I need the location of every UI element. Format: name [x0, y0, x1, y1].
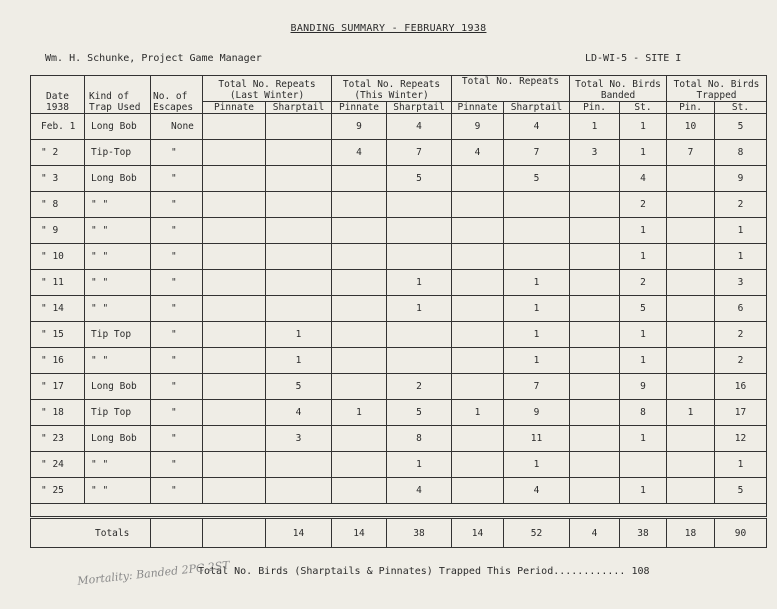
cell-date: " 10: [31, 244, 85, 270]
cell-trapped-pin: [667, 452, 715, 478]
cell-this-sharptail: 1: [387, 452, 452, 478]
cell-last-pinnate: [203, 322, 266, 348]
cell-banded-pin: [570, 270, 620, 296]
cell-escapes: None: [151, 114, 203, 140]
cell-last-pinnate: [203, 166, 266, 192]
cell-trapped-pin: [667, 348, 715, 374]
cell-banded-st: 5: [620, 296, 667, 322]
cell-last-sharptail: [266, 140, 332, 166]
cell-total-pinnate: [452, 426, 504, 452]
cell-this-sharptail: [387, 348, 452, 374]
col-header-date: Date 1938: [31, 76, 85, 114]
col-header-banded: Total No. Birds Banded: [570, 76, 667, 102]
cell-last-pinnate: [203, 140, 266, 166]
cell-last-pinnate: [203, 192, 266, 218]
cell-date: " 11: [31, 270, 85, 296]
cell-this-sharptail: 5: [387, 400, 452, 426]
cell-banded-st: 1: [620, 244, 667, 270]
total-ban-s: 38: [620, 518, 667, 548]
cell-trap: Long Bob: [85, 114, 151, 140]
cell-this-sharptail: 1: [387, 296, 452, 322]
cell-banded-pin: [570, 244, 620, 270]
cell-last-pinnate: [203, 270, 266, 296]
cell-escapes: ": [151, 218, 203, 244]
cell-last-sharptail: [266, 270, 332, 296]
cell-date: " 2: [31, 140, 85, 166]
cell-total-sharptail: 7: [504, 140, 570, 166]
cell-trapped-st: 5: [715, 114, 767, 140]
cell-banded-pin: [570, 166, 620, 192]
cell-banded-st: 1: [620, 348, 667, 374]
banding-table: [30, 75, 767, 548]
cell-total-sharptail: 7: [504, 374, 570, 400]
cell-banded-st: 1: [620, 322, 667, 348]
cell-trapped-pin: 7: [667, 140, 715, 166]
cell-escapes: ": [151, 244, 203, 270]
cell-this-sharptail: 4: [387, 478, 452, 504]
cell-last-sharptail: 5: [266, 374, 332, 400]
cell-total-sharptail: 4: [504, 114, 570, 140]
cell-last-sharptail: [266, 452, 332, 478]
subheader-sharptail: Sharptail: [266, 102, 332, 114]
cell-total-pinnate: 4: [452, 140, 504, 166]
cell-this-pinnate: [332, 426, 387, 452]
totals-label: Totals: [31, 518, 151, 548]
cell-date: " 18: [31, 400, 85, 426]
cell-total-pinnate: [452, 270, 504, 296]
cell-total-sharptail: 5: [504, 166, 570, 192]
total-this-s: 38: [387, 518, 452, 548]
col-header-repeats-last: Total No. Repeats (Last Winter): [203, 76, 332, 102]
cell-last-pinnate: [203, 400, 266, 426]
cell-this-sharptail: 5: [387, 166, 452, 192]
cell-total-sharptail: [504, 192, 570, 218]
cell-escapes: ": [151, 192, 203, 218]
document-title: BANDING SUMMARY - FEBRUARY 1938: [290, 23, 487, 34]
cell-total-sharptail: 1: [504, 452, 570, 478]
cell-escapes: ": [151, 296, 203, 322]
cell-banded-pin: [570, 322, 620, 348]
cell-last-sharptail: 1: [266, 322, 332, 348]
cell-this-sharptail: 8: [387, 426, 452, 452]
table-row: [31, 270, 767, 296]
table-row: [31, 114, 767, 140]
cell-date: " 14: [31, 296, 85, 322]
cell-last-pinnate: [203, 114, 266, 140]
cell-this-sharptail: [387, 218, 452, 244]
total-tot-p: 14: [452, 518, 504, 548]
subheader-fin: Pin.: [667, 102, 715, 114]
total-tr-p: 18: [667, 518, 715, 548]
cell-date: " 23: [31, 426, 85, 452]
cell-last-sharptail: [266, 192, 332, 218]
totals-row: [31, 518, 767, 548]
cell-total-sharptail: 9: [504, 400, 570, 426]
cell-escapes: ": [151, 478, 203, 504]
cell-date: " 15: [31, 322, 85, 348]
cell-trap: " ": [85, 348, 151, 374]
cell-last-pinnate: [203, 426, 266, 452]
cell-escapes: ": [151, 400, 203, 426]
cell-trap: Tip Top: [85, 322, 151, 348]
cell-this-pinnate: [332, 374, 387, 400]
cell-total-pinnate: [452, 166, 504, 192]
table-row: [31, 140, 767, 166]
cell-trapped-st: 16: [715, 374, 767, 400]
cell-total-pinnate: [452, 348, 504, 374]
cell-last-pinnate: [203, 348, 266, 374]
cell-trap: " ": [85, 452, 151, 478]
cell-total-pinnate: [452, 244, 504, 270]
cell-trapped-st: 2: [715, 348, 767, 374]
subheader-st: St.: [715, 102, 767, 114]
subheader-st: St.: [620, 102, 667, 114]
cell-last-sharptail: [266, 114, 332, 140]
cell-banded-st: 2: [620, 192, 667, 218]
cell-last-pinnate: [203, 244, 266, 270]
cell-escapes: ": [151, 270, 203, 296]
cell-total-pinnate: 9: [452, 114, 504, 140]
total-this-p: 14: [332, 518, 387, 548]
cell-last-sharptail: [266, 244, 332, 270]
cell-total-pinnate: [452, 478, 504, 504]
cell-banded-pin: 1: [570, 114, 620, 140]
cell-this-sharptail: [387, 192, 452, 218]
cell-banded-pin: [570, 296, 620, 322]
cell-banded-pin: [570, 426, 620, 452]
subheader-pinnate: Pinnate: [452, 102, 504, 114]
cell-trapped-pin: [667, 296, 715, 322]
cell-banded-st: 4: [620, 166, 667, 192]
cell-trapped-st: 1: [715, 218, 767, 244]
cell-last-pinnate: [203, 218, 266, 244]
cell-trapped-pin: [667, 192, 715, 218]
table-row: [31, 400, 767, 426]
col-header-escapes: No. of Escapes: [151, 76, 203, 114]
table-row: [31, 374, 767, 400]
cell-this-sharptail: 4: [387, 114, 452, 140]
cell-banded-st: 1: [620, 114, 667, 140]
cell-this-pinnate: [332, 166, 387, 192]
subheader-sharptail: Sharptail: [504, 102, 570, 114]
cell-banded-pin: [570, 374, 620, 400]
cell-date: " 9: [31, 218, 85, 244]
cell-trapped-st: 17: [715, 400, 767, 426]
cell-trapped-pin: [667, 166, 715, 192]
cell-total-sharptail: 11: [504, 426, 570, 452]
cell-escapes: ": [151, 348, 203, 374]
cell-total-sharptail: 1: [504, 296, 570, 322]
cell-this-pinnate: [332, 296, 387, 322]
cell-this-pinnate: [332, 192, 387, 218]
cell-trapped-pin: [667, 478, 715, 504]
cell-trap: Long Bob: [85, 166, 151, 192]
cell-banded-st: [620, 452, 667, 478]
table-row: [31, 452, 767, 478]
cell-this-pinnate: 1: [332, 400, 387, 426]
cell-this-pinnate: [332, 322, 387, 348]
subheader-fin: Pin.: [570, 102, 620, 114]
cell-date: " 8: [31, 192, 85, 218]
cell-date: " 25: [31, 478, 85, 504]
table-row: [31, 296, 767, 322]
cell-banded-pin: [570, 218, 620, 244]
cell-trap: Tip-Top: [85, 140, 151, 166]
total-last-s: 14: [266, 518, 332, 548]
cell-trap: " ": [85, 218, 151, 244]
cell-trapped-st: 9: [715, 166, 767, 192]
cell-escapes: ": [151, 374, 203, 400]
cell-trapped-pin: [667, 244, 715, 270]
total-tot-s: 52: [504, 518, 570, 548]
cell-trapped-pin: [667, 374, 715, 400]
cell-this-sharptail: [387, 244, 452, 270]
col-header-repeats-total: Total No. Repeats: [452, 76, 570, 102]
cell-date: " 24: [31, 452, 85, 478]
cell-this-pinnate: [332, 244, 387, 270]
cell-banded-st: 2: [620, 270, 667, 296]
manager-line: Wm. H. Schunke, Project Game Manager: [45, 53, 262, 64]
footer-total-line: Total No. Birds (Sharptails & Pinnates) Trapped This Period............ 108: [198, 566, 650, 577]
cell-banded-st: 9: [620, 374, 667, 400]
pencil-annotation: Mortality: Banded 2PC 2ST: [76, 558, 231, 588]
cell-last-sharptail: [266, 296, 332, 322]
table-body: [31, 114, 767, 504]
cell-trapped-st: 2: [715, 322, 767, 348]
cell-last-sharptail: [266, 218, 332, 244]
cell-total-pinnate: [452, 322, 504, 348]
cell-trapped-st: 3: [715, 270, 767, 296]
col-header-repeats-this: Total No. Repeats (This Winter): [332, 76, 452, 102]
cell-total-pinnate: [452, 296, 504, 322]
site-label: LD-WI-5 - SITE I: [585, 53, 682, 64]
cell-banded-pin: [570, 400, 620, 426]
cell-banded-st: 1: [620, 426, 667, 452]
cell-trapped-st: 8: [715, 140, 767, 166]
cell-trapped-pin: [667, 322, 715, 348]
cell-total-sharptail: [504, 218, 570, 244]
cell-trap: " ": [85, 296, 151, 322]
table-row: [31, 192, 767, 218]
cell-this-pinnate: 9: [332, 114, 387, 140]
cell-last-pinnate: [203, 478, 266, 504]
cell-trap: Long Bob: [85, 426, 151, 452]
cell-banded-pin: [570, 192, 620, 218]
cell-total-pinnate: [452, 218, 504, 244]
table-row: [31, 348, 767, 374]
cell-date: " 3: [31, 166, 85, 192]
cell-banded-st: 1: [620, 140, 667, 166]
cell-this-sharptail: 7: [387, 140, 452, 166]
cell-last-pinnate: [203, 296, 266, 322]
cell-date: " 16: [31, 348, 85, 374]
cell-total-sharptail: 1: [504, 270, 570, 296]
total-last-p: [203, 518, 266, 548]
cell-trapped-pin: 1: [667, 400, 715, 426]
cell-this-pinnate: [332, 348, 387, 374]
cell-last-sharptail: 1: [266, 348, 332, 374]
cell-trapped-pin: 10: [667, 114, 715, 140]
cell-this-pinnate: 4: [332, 140, 387, 166]
cell-escapes: ": [151, 322, 203, 348]
cell-trapped-st: 6: [715, 296, 767, 322]
cell-banded-pin: [570, 478, 620, 504]
table-row: [31, 322, 767, 348]
cell-banded-st: 1: [620, 478, 667, 504]
cell-trap: " ": [85, 244, 151, 270]
cell-escapes: ": [151, 452, 203, 478]
cell-trapped-st: 1: [715, 452, 767, 478]
cell-total-pinnate: [452, 374, 504, 400]
cell-this-sharptail: 2: [387, 374, 452, 400]
cell-trapped-pin: [667, 426, 715, 452]
subheader-pinnate: Pinnate: [332, 102, 387, 114]
cell-trapped-pin: [667, 270, 715, 296]
cell-total-pinnate: [452, 452, 504, 478]
table-row: [31, 426, 767, 452]
cell-banded-pin: [570, 452, 620, 478]
cell-escapes: ": [151, 426, 203, 452]
subheader-sharptail: Sharptail: [387, 102, 452, 114]
table-row: [31, 244, 767, 270]
cell-last-sharptail: 4: [266, 400, 332, 426]
cell-escapes: ": [151, 140, 203, 166]
col-header-trap: Kind of Trap Used: [85, 76, 151, 114]
cell-total-pinnate: [452, 192, 504, 218]
cell-trapped-st: 5: [715, 478, 767, 504]
cell-trap: Long Bob: [85, 374, 151, 400]
cell-trapped-pin: [667, 218, 715, 244]
cell-last-sharptail: [266, 166, 332, 192]
cell-this-sharptail: 1: [387, 270, 452, 296]
cell-this-pinnate: [332, 452, 387, 478]
cell-total-sharptail: 4: [504, 478, 570, 504]
cell-last-pinnate: [203, 452, 266, 478]
cell-trapped-st: 2: [715, 192, 767, 218]
cell-banded-pin: [570, 348, 620, 374]
cell-total-sharptail: 1: [504, 322, 570, 348]
cell-this-sharptail: [387, 322, 452, 348]
cell-banded-st: 8: [620, 400, 667, 426]
cell-banded-pin: 3: [570, 140, 620, 166]
cell-total-pinnate: 1: [452, 400, 504, 426]
cell-trap: Tip Top: [85, 400, 151, 426]
cell-date: Feb. 1: [31, 114, 85, 140]
table-row: [31, 218, 767, 244]
totals-esc: [151, 518, 203, 548]
cell-last-sharptail: [266, 478, 332, 504]
cell-this-pinnate: [332, 478, 387, 504]
cell-banded-st: 1: [620, 218, 667, 244]
cell-trap: " ": [85, 478, 151, 504]
cell-last-pinnate: [203, 374, 266, 400]
total-ban-p: 4: [570, 518, 620, 548]
cell-trap: " ": [85, 270, 151, 296]
cell-trap: " ": [85, 192, 151, 218]
cell-date: " 17: [31, 374, 85, 400]
table-row: [31, 478, 767, 504]
cell-this-pinnate: [332, 218, 387, 244]
cell-trapped-st: 12: [715, 426, 767, 452]
cell-total-sharptail: [504, 244, 570, 270]
cell-escapes: ": [151, 166, 203, 192]
total-tr-s: 90: [715, 518, 767, 548]
cell-last-sharptail: 3: [266, 426, 332, 452]
cell-this-pinnate: [332, 270, 387, 296]
subheader-pinnate: Pinnate: [203, 102, 266, 114]
cell-trapped-st: 1: [715, 244, 767, 270]
col-header-trapped: Total No. Birds Trapped: [667, 76, 767, 102]
cell-total-sharptail: 1: [504, 348, 570, 374]
table-row: [31, 166, 767, 192]
